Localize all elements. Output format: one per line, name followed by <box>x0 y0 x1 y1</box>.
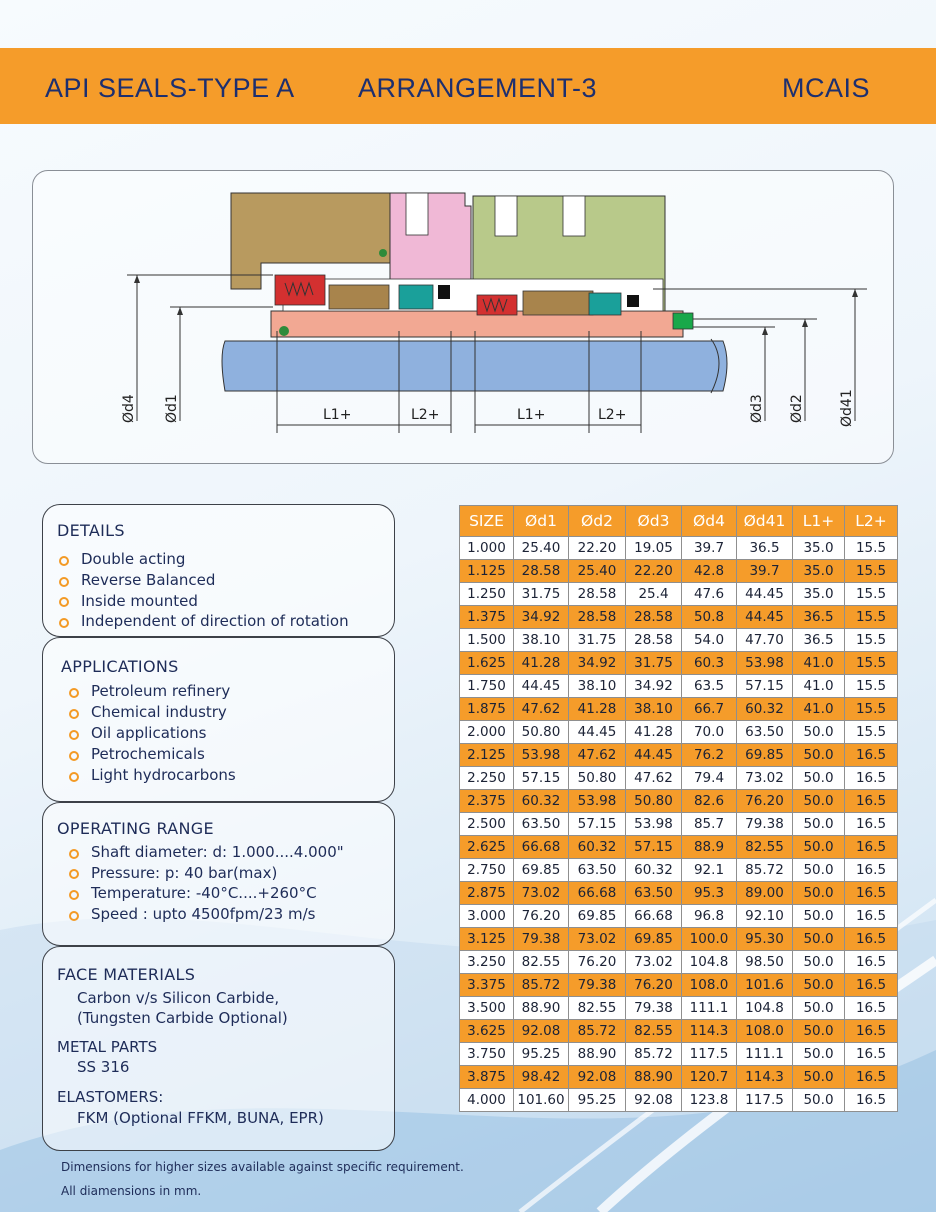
table-cell: 82.55 <box>569 997 626 1020</box>
table-cell: 44.45 <box>514 675 569 698</box>
table-row <box>460 560 898 583</box>
table-cell: 66.7 <box>682 698 737 721</box>
table-cell: 36.5 <box>793 629 845 652</box>
table-cell: 16.5 <box>845 1066 898 1089</box>
table-cell: 50.0 <box>793 813 845 836</box>
list-item: Petroleum refinery <box>67 682 236 703</box>
table-cell: 73.02 <box>514 882 569 905</box>
table-cell: 2.750 <box>460 859 514 882</box>
table-cell: 16.5 <box>845 997 898 1020</box>
table-cell: 50.0 <box>793 1043 845 1066</box>
list-item: Shaft diameter: d: 1.000....4.000" <box>67 843 344 864</box>
table-cell: 92.1 <box>682 859 737 882</box>
table-cell: 50.80 <box>626 790 682 813</box>
table-row <box>460 997 898 1020</box>
table-cell: 69.85 <box>569 905 626 928</box>
table-cell: 16.5 <box>845 859 898 882</box>
details-panel <box>42 504 395 637</box>
face-materials-line-2: (Tungsten Carbide Optional) <box>77 1009 288 1027</box>
arrangement-label: ARRANGEMENT-3 <box>358 73 598 103</box>
bullet-icon <box>69 869 79 879</box>
table-cell: 92.08 <box>626 1089 682 1112</box>
table-cell: 95.3 <box>682 882 737 905</box>
label-d2: Ød2 <box>789 394 805 423</box>
table-cell: 15.5 <box>845 629 898 652</box>
table-cell: 44.45 <box>737 583 793 606</box>
face-materials-heading: FACE MATERIALS <box>57 965 196 984</box>
table-cell: 15.5 <box>845 721 898 744</box>
table-cell: 88.90 <box>569 1043 626 1066</box>
document-title: API SEALS-TYPE A <box>45 73 295 103</box>
column-header: SIZE <box>460 506 514 537</box>
table-row <box>460 606 898 629</box>
table-row <box>460 583 898 606</box>
table-row <box>460 813 898 836</box>
table-cell: 35.0 <box>793 583 845 606</box>
list-item: Speed : upto 4500fpm/23 m/s <box>67 905 344 926</box>
table-cell: 89.00 <box>737 882 793 905</box>
dimensions-table <box>459 505 898 1112</box>
table-cell: 82.55 <box>514 951 569 974</box>
table-cell: 15.5 <box>845 675 898 698</box>
table-cell: 2.500 <box>460 813 514 836</box>
applications-panel <box>42 637 395 802</box>
table-row <box>460 629 898 652</box>
table-cell: 82.6 <box>682 790 737 813</box>
table-cell: 98.42 <box>514 1066 569 1089</box>
table-cell: 16.5 <box>845 744 898 767</box>
table-cell: 120.7 <box>682 1066 737 1089</box>
table-cell: 88.90 <box>626 1066 682 1089</box>
table-row <box>460 698 898 721</box>
table-cell: 60.32 <box>569 836 626 859</box>
table-cell: 50.0 <box>793 767 845 790</box>
table-cell: 60.3 <box>682 652 737 675</box>
table-row <box>460 882 898 905</box>
label-d4: Ød4 <box>121 394 137 423</box>
table-cell: 36.5 <box>793 606 845 629</box>
table-cell: 39.7 <box>737 560 793 583</box>
table-cell: 16.5 <box>845 790 898 813</box>
table-cell: 36.5 <box>737 537 793 560</box>
table-cell: 3.375 <box>460 974 514 997</box>
table-cell: 2.125 <box>460 744 514 767</box>
table-cell: 44.45 <box>569 721 626 744</box>
table-row <box>460 537 898 560</box>
table-cell: 34.92 <box>626 675 682 698</box>
table-cell: 50.0 <box>793 836 845 859</box>
bullet-icon <box>69 890 79 900</box>
table-cell: 66.68 <box>514 836 569 859</box>
table-cell: 108.0 <box>682 974 737 997</box>
table-row <box>460 905 898 928</box>
operating-range-heading: OPERATING RANGE <box>57 819 214 838</box>
table-cell: 57.15 <box>737 675 793 698</box>
table-cell: 69.85 <box>737 744 793 767</box>
table-cell: 63.50 <box>737 721 793 744</box>
seal-drawing-frame <box>32 170 894 464</box>
table-cell: 104.8 <box>682 951 737 974</box>
list-item: Petrochemicals <box>67 745 236 766</box>
table-cell: 41.28 <box>514 652 569 675</box>
table-cell: 53.98 <box>737 652 793 675</box>
header-banner <box>0 48 936 124</box>
table-cell: 60.32 <box>737 698 793 721</box>
table-row <box>460 675 898 698</box>
table-row <box>460 928 898 951</box>
table-cell: 41.0 <box>793 652 845 675</box>
table-cell: 16.5 <box>845 905 898 928</box>
table-cell: 85.72 <box>514 974 569 997</box>
table-cell: 2.375 <box>460 790 514 813</box>
table-cell: 31.75 <box>626 652 682 675</box>
list-item: Chemical industry <box>67 703 236 724</box>
table-cell: 31.75 <box>514 583 569 606</box>
table-cell: 79.38 <box>514 928 569 951</box>
table-cell: 15.5 <box>845 606 898 629</box>
label-l2-right: L2+ <box>598 407 627 423</box>
table-cell: 50.0 <box>793 744 845 767</box>
table-cell: 3.125 <box>460 928 514 951</box>
table-cell: 25.40 <box>514 537 569 560</box>
operating-range-panel <box>42 802 395 946</box>
label-d3: Ød3 <box>749 394 765 423</box>
table-row <box>460 1089 898 1112</box>
table-cell: 98.50 <box>737 951 793 974</box>
table-cell: 79.38 <box>626 997 682 1020</box>
table-cell: 22.20 <box>569 537 626 560</box>
metal-parts-heading: METAL PARTS <box>57 1038 158 1056</box>
table-cell: 50.0 <box>793 882 845 905</box>
table-cell: 85.72 <box>626 1043 682 1066</box>
table-cell: 76.20 <box>626 974 682 997</box>
table-cell: 92.10 <box>737 905 793 928</box>
applications-heading: APPLICATIONS <box>61 657 179 676</box>
table-cell: 50.0 <box>793 1066 845 1089</box>
table-cell: 57.15 <box>569 813 626 836</box>
metal-parts-value: SS 316 <box>77 1058 130 1076</box>
table-cell: 2.875 <box>460 882 514 905</box>
table-row <box>460 1020 898 1043</box>
list-item: Oil applications <box>67 724 236 745</box>
table-cell: 85.72 <box>569 1020 626 1043</box>
table-cell: 92.08 <box>569 1066 626 1089</box>
materials-panel <box>42 946 395 1151</box>
table-cell: 69.85 <box>514 859 569 882</box>
table-cell: 22.20 <box>626 560 682 583</box>
bullet-icon <box>69 688 79 698</box>
table-row <box>460 744 898 767</box>
table-row <box>460 951 898 974</box>
table-cell: 50.0 <box>793 721 845 744</box>
list-item: Temperature: -40°C....+260°C <box>67 884 344 905</box>
table-cell: 88.90 <box>514 997 569 1020</box>
table-cell: 50.0 <box>793 790 845 813</box>
table-cell: 19.05 <box>626 537 682 560</box>
list-item: Independent of direction of rotation <box>57 612 349 633</box>
table-row <box>460 767 898 790</box>
table-cell: 100.0 <box>682 928 737 951</box>
table-cell: 41.0 <box>793 675 845 698</box>
table-cell: 79.38 <box>737 813 793 836</box>
table-cell: 60.32 <box>626 859 682 882</box>
table-cell: 50.80 <box>514 721 569 744</box>
table-cell: 2.000 <box>460 721 514 744</box>
table-cell: 1.500 <box>460 629 514 652</box>
column-header: Ød4 <box>682 506 737 537</box>
table-cell: 57.15 <box>626 836 682 859</box>
table-cell: 95.25 <box>514 1043 569 1066</box>
bullet-icon <box>69 709 79 719</box>
table-cell: 114.3 <box>682 1020 737 1043</box>
table-cell: 1.750 <box>460 675 514 698</box>
table-cell: 1.125 <box>460 560 514 583</box>
table-cell: 53.98 <box>626 813 682 836</box>
table-cell: 95.30 <box>737 928 793 951</box>
bullet-icon <box>59 556 69 566</box>
table-cell: 50.80 <box>569 767 626 790</box>
table-cell: 114.3 <box>737 1066 793 1089</box>
table-cell: 111.1 <box>682 997 737 1020</box>
table-cell: 16.5 <box>845 1089 898 1112</box>
table-cell: 15.5 <box>845 560 898 583</box>
face-materials-line-1: Carbon v/s Silicon Carbide, <box>77 989 280 1007</box>
table-cell: 101.6 <box>737 974 793 997</box>
table-cell: 79.4 <box>682 767 737 790</box>
table-cell: 16.5 <box>845 767 898 790</box>
table-cell: 3.750 <box>460 1043 514 1066</box>
table-cell: 35.0 <box>793 537 845 560</box>
table-cell: 47.62 <box>514 698 569 721</box>
column-header: Ød3 <box>626 506 682 537</box>
table-cell: 28.58 <box>569 583 626 606</box>
footnote-units: All diamensions in mm. <box>61 1184 202 1198</box>
table-cell: 76.20 <box>569 951 626 974</box>
table-cell: 47.62 <box>569 744 626 767</box>
bullet-icon <box>59 597 69 607</box>
table-cell: 50.0 <box>793 1089 845 1112</box>
table-cell: 28.58 <box>514 560 569 583</box>
table-row <box>460 1066 898 1089</box>
table-cell: 3.625 <box>460 1020 514 1043</box>
table-header-row <box>460 506 898 537</box>
table-cell: 104.8 <box>737 997 793 1020</box>
table-cell: 57.15 <box>514 767 569 790</box>
elastomers-value: FKM (Optional FFKM, BUNA, EPR) <box>77 1109 324 1127</box>
table-cell: 39.7 <box>682 537 737 560</box>
table-cell: 28.58 <box>626 606 682 629</box>
table-cell: 101.60 <box>514 1089 569 1112</box>
table-cell: 16.5 <box>845 928 898 951</box>
table-cell: 69.85 <box>626 928 682 951</box>
table-cell: 63.50 <box>569 859 626 882</box>
table-cell: 82.55 <box>626 1020 682 1043</box>
table-cell: 47.70 <box>737 629 793 652</box>
label-l2-left: L2+ <box>411 407 440 423</box>
table-cell: 16.5 <box>845 974 898 997</box>
table-cell: 16.5 <box>845 1043 898 1066</box>
table-cell: 31.75 <box>569 629 626 652</box>
table-cell: 88.9 <box>682 836 737 859</box>
table-cell: 123.8 <box>682 1089 737 1112</box>
table-cell: 92.08 <box>514 1020 569 1043</box>
table-cell: 50.0 <box>793 905 845 928</box>
table-cell: 44.45 <box>737 606 793 629</box>
table-cell: 38.10 <box>626 698 682 721</box>
table-cell: 1.000 <box>460 537 514 560</box>
table-cell: 50.0 <box>793 859 845 882</box>
table-cell: 15.5 <box>845 537 898 560</box>
table-cell: 42.8 <box>682 560 737 583</box>
column-header: L1+ <box>793 506 845 537</box>
list-item: Pressure: p: 40 bar(max) <box>67 864 344 884</box>
label-l1-left: L1+ <box>323 407 352 423</box>
table-cell: 28.58 <box>569 606 626 629</box>
table-cell: 3.250 <box>460 951 514 974</box>
table-cell: 73.02 <box>737 767 793 790</box>
table-cell: 50.0 <box>793 928 845 951</box>
table-cell: 108.0 <box>737 1020 793 1043</box>
table-cell: 73.02 <box>569 928 626 951</box>
table-row <box>460 1043 898 1066</box>
table-cell: 85.72 <box>737 859 793 882</box>
table-cell: 70.0 <box>682 721 737 744</box>
table-row <box>460 790 898 813</box>
table-cell: 76.2 <box>682 744 737 767</box>
table-cell: 28.58 <box>626 629 682 652</box>
table-cell: 2.250 <box>460 767 514 790</box>
table-cell: 3.000 <box>460 905 514 928</box>
table-row <box>460 721 898 744</box>
table-cell: 38.10 <box>569 675 626 698</box>
table-cell: 16.5 <box>845 813 898 836</box>
table-cell: 34.92 <box>514 606 569 629</box>
bullet-icon <box>69 849 79 859</box>
table-row <box>460 652 898 675</box>
table-cell: 41.28 <box>626 721 682 744</box>
table-cell: 3.500 <box>460 997 514 1020</box>
table-cell: 15.5 <box>845 652 898 675</box>
table-cell: 60.32 <box>514 790 569 813</box>
table-cell: 66.68 <box>626 905 682 928</box>
table-cell: 15.5 <box>845 583 898 606</box>
table-cell: 41.28 <box>569 698 626 721</box>
table-cell: 15.5 <box>845 698 898 721</box>
table-cell: 47.6 <box>682 583 737 606</box>
table-cell: 16.5 <box>845 951 898 974</box>
label-d1: Ød1 <box>164 394 180 423</box>
details-heading: DETAILS <box>57 521 125 540</box>
list-item: Double acting <box>57 550 349 571</box>
table-cell: 50.0 <box>793 997 845 1020</box>
table-cell: 38.10 <box>514 629 569 652</box>
table-cell: 50.0 <box>793 974 845 997</box>
table-cell: 47.62 <box>626 767 682 790</box>
details-list <box>57 550 349 633</box>
table-cell: 3.875 <box>460 1066 514 1089</box>
table-cell: 16.5 <box>845 836 898 859</box>
table-cell: 44.45 <box>626 744 682 767</box>
table-cell: 53.98 <box>569 790 626 813</box>
elastomers-heading: ELASTOMERS: <box>57 1088 164 1106</box>
column-header: Ød41 <box>737 506 793 537</box>
table-cell: 79.38 <box>569 974 626 997</box>
table-cell: 1.250 <box>460 583 514 606</box>
table-cell: 117.5 <box>682 1043 737 1066</box>
column-header: Ød1 <box>514 506 569 537</box>
list-item: Inside mounted <box>57 592 349 612</box>
table-cell: 1.625 <box>460 652 514 675</box>
table-cell: 25.40 <box>569 560 626 583</box>
table-cell: 50.8 <box>682 606 737 629</box>
table-cell: 25.4 <box>626 583 682 606</box>
bullet-icon <box>69 751 79 761</box>
list-item: Light hydrocarbons <box>67 766 236 787</box>
table-row <box>460 836 898 859</box>
table-cell: 50.0 <box>793 1020 845 1043</box>
table-cell: 96.8 <box>682 905 737 928</box>
column-header: L2+ <box>845 506 898 537</box>
table-cell: 117.5 <box>737 1089 793 1112</box>
table-cell: 111.1 <box>737 1043 793 1066</box>
table-cell: 82.55 <box>737 836 793 859</box>
column-header: Ød2 <box>569 506 626 537</box>
table-cell: 54.0 <box>682 629 737 652</box>
table-cell: 63.5 <box>682 675 737 698</box>
table-cell: 16.5 <box>845 1020 898 1043</box>
applications-list <box>67 682 236 787</box>
label-l1-right: L1+ <box>517 407 546 423</box>
bullet-icon <box>59 577 69 587</box>
table-cell: 53.98 <box>514 744 569 767</box>
table-cell: 50.0 <box>793 951 845 974</box>
seal-cross-section-drawing <box>33 171 895 465</box>
operating-range-list <box>67 843 344 926</box>
footnote-higher-sizes: Dimensions for higher sizes available against specific requirement. <box>61 1160 464 1174</box>
table-cell: 76.20 <box>737 790 793 813</box>
table-cell: 73.02 <box>626 951 682 974</box>
table-cell: 76.20 <box>514 905 569 928</box>
table-cell: 35.0 <box>793 560 845 583</box>
table-cell: 41.0 <box>793 698 845 721</box>
table-row <box>460 974 898 997</box>
list-item: Reverse Balanced <box>57 571 349 592</box>
label-d41: Ød41 <box>839 389 855 427</box>
table-cell: 34.92 <box>569 652 626 675</box>
table-cell: 1.375 <box>460 606 514 629</box>
table-cell: 95.25 <box>569 1089 626 1112</box>
table-row <box>460 859 898 882</box>
table-cell: 63.50 <box>514 813 569 836</box>
table-cell: 63.50 <box>626 882 682 905</box>
table-cell: 1.875 <box>460 698 514 721</box>
table-cell: 66.68 <box>569 882 626 905</box>
table-cell: 85.7 <box>682 813 737 836</box>
table-cell: 4.000 <box>460 1089 514 1112</box>
bullet-icon <box>69 730 79 740</box>
model-label: MCAIS <box>782 73 871 103</box>
bullet-icon <box>59 618 69 628</box>
bullet-icon <box>69 911 79 921</box>
bullet-icon <box>69 772 79 782</box>
table-cell: 16.5 <box>845 882 898 905</box>
table-cell: 2.625 <box>460 836 514 859</box>
